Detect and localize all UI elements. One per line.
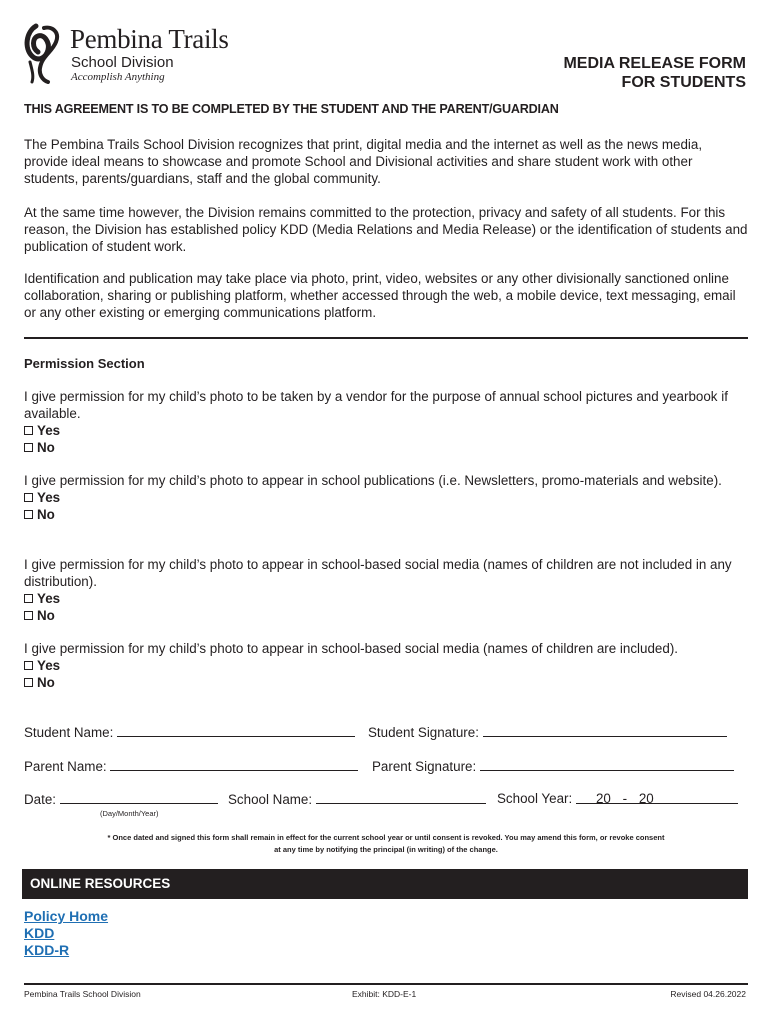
permission-question-4 [24, 640, 748, 691]
parent-name-label: Parent Name: [24, 759, 107, 774]
agreement-notice: THIS AGREEMENT IS TO BE COMPLETED BY THE STUDENT AND THE PARENT/GUARDIAN [24, 102, 559, 116]
student-row [24, 724, 748, 742]
checkbox-icon[interactable] [24, 493, 33, 502]
yes-option[interactable] [24, 657, 748, 674]
no-label: No [37, 608, 55, 623]
school-name-line[interactable] [316, 791, 486, 804]
student-signature-field[interactable] [368, 724, 727, 740]
parent-signature-field[interactable] [372, 758, 734, 774]
checkbox-icon[interactable] [24, 678, 33, 687]
footer-revised: Revised 04.26.2022 [670, 989, 746, 999]
parent-row [24, 758, 748, 776]
policy-home-link[interactable]: Policy Home [24, 908, 109, 924]
question-text: I give permission for my child’s photo to appear in school publications (i.e. Newsletters, promo-materials and website). [24, 473, 722, 488]
permission-question-3 [24, 556, 748, 624]
school-year-field[interactable] [497, 791, 738, 806]
yes-option[interactable] [24, 590, 748, 607]
school-name-label: School Name: [228, 792, 313, 807]
logo-name: Pembina Trails [70, 24, 229, 54]
footer-division: Pembina Trails School Division [24, 989, 141, 999]
form-title-line-1: MEDIA RELEASE FORM [563, 55, 746, 72]
no-label: No [37, 675, 55, 690]
student-name-line[interactable] [117, 724, 355, 737]
student-name-field[interactable] [24, 724, 355, 740]
student-name-label: Student Name: [24, 725, 114, 740]
intro-paragraph-2: At the same time however, the Division remains committed to the protection, privacy and safety of all students. For this reason, the Division has established policy KDD (Media Relations and Media Release) or the identification of students and publication of student work. [24, 205, 748, 254]
checkbox-icon[interactable] [24, 510, 33, 519]
kdd-link[interactable]: KDD [24, 925, 55, 941]
no-option[interactable] [24, 674, 748, 691]
date-line[interactable] [60, 791, 218, 804]
footer-divider [24, 983, 748, 985]
question-text: I give permission for my child’s photo to appear in school-based social media (names of children are not included in any distribution). [24, 557, 732, 589]
checkbox-icon[interactable] [24, 426, 33, 435]
yes-option[interactable] [24, 422, 748, 439]
no-label: No [37, 507, 55, 522]
year-start: 20 [595, 791, 611, 806]
school-year-line[interactable] [576, 791, 738, 804]
checkbox-icon[interactable] [24, 443, 33, 452]
question-text: I give permission for my child’s photo to appear in school-based social media (names of children are included). [24, 641, 678, 656]
yes-label: Yes [37, 591, 61, 606]
date-label: Date: [24, 792, 57, 807]
permission-heading: Permission Section [24, 356, 145, 371]
footnote-line-2: at any time by notifying the principal (in writing) of the change. [274, 845, 498, 854]
date-format-hint: (Day/Month/Year) [100, 809, 159, 818]
pembina-trails-logo-icon [22, 22, 66, 84]
year-end: 20 [638, 791, 654, 806]
checkbox-icon[interactable] [24, 594, 33, 603]
yes-label: Yes [37, 490, 61, 505]
parent-signature-label: Parent Signature: [372, 759, 477, 774]
date-field[interactable] [24, 791, 218, 807]
footer-exhibit: Exhibit: KDD-E-1 [352, 989, 417, 999]
parent-name-line[interactable] [110, 758, 358, 771]
no-label: No [37, 440, 55, 455]
student-signature-line[interactable] [483, 724, 727, 737]
parent-signature-line[interactable] [480, 758, 734, 771]
intro-paragraph-1: The Pembina Trails School Division recognizes that print, digital media and the internet as well as the news media, provide ideal means to showcase and promote School and Divisional activities and share student work with other students, parents/guardians, staff and the global community. [24, 137, 703, 186]
no-option[interactable] [24, 607, 748, 624]
kdd-r-link[interactable]: KDD-R [24, 942, 70, 958]
consent-footnote [24, 832, 748, 856]
permission-question-1 [24, 388, 748, 456]
section-divider [24, 337, 748, 339]
date-row [24, 791, 748, 809]
form-title-line-2: FOR STUDENTS [621, 74, 746, 91]
permission-question-2 [24, 472, 748, 523]
student-signature-label: Student Signature: [368, 725, 479, 740]
yes-label: Yes [37, 658, 61, 673]
parent-name-field[interactable] [24, 758, 358, 774]
school-name-field[interactable] [228, 791, 486, 807]
logo-tagline: Accomplish Anything [71, 71, 165, 83]
online-resources-heading: ONLINE RESOURCES [22, 869, 748, 899]
question-text: I give permission for my child’s photo to be taken by a vendor for the purpose of annual school pictures and yearbook if available. [24, 389, 728, 421]
checkbox-icon[interactable] [24, 661, 33, 670]
school-year-label: School Year: [497, 791, 573, 806]
form-title [563, 54, 746, 92]
year-separator: - [622, 791, 628, 806]
no-option[interactable] [24, 439, 748, 456]
footnote-line-1: * Once dated and signed this form shall remain in effect for the current school year or until consent is revoked. You may amend this form, or revoke consent [107, 833, 665, 842]
checkbox-icon[interactable] [24, 611, 33, 620]
logo-subtitle: School Division [71, 54, 174, 71]
yes-option[interactable] [24, 489, 748, 506]
yes-label: Yes [37, 423, 61, 438]
no-option[interactable] [24, 506, 748, 523]
intro-paragraph-3: Identification and publication may take place via photo, print, video, websites or any other divisionally sanctioned online collaboration, sharing or publishing platform, whether accessed through the web, a mobile device, text messaging, email or any other existing or emerging communications platform. [24, 271, 736, 320]
division-logo [22, 22, 252, 84]
resource-links [24, 908, 108, 959]
